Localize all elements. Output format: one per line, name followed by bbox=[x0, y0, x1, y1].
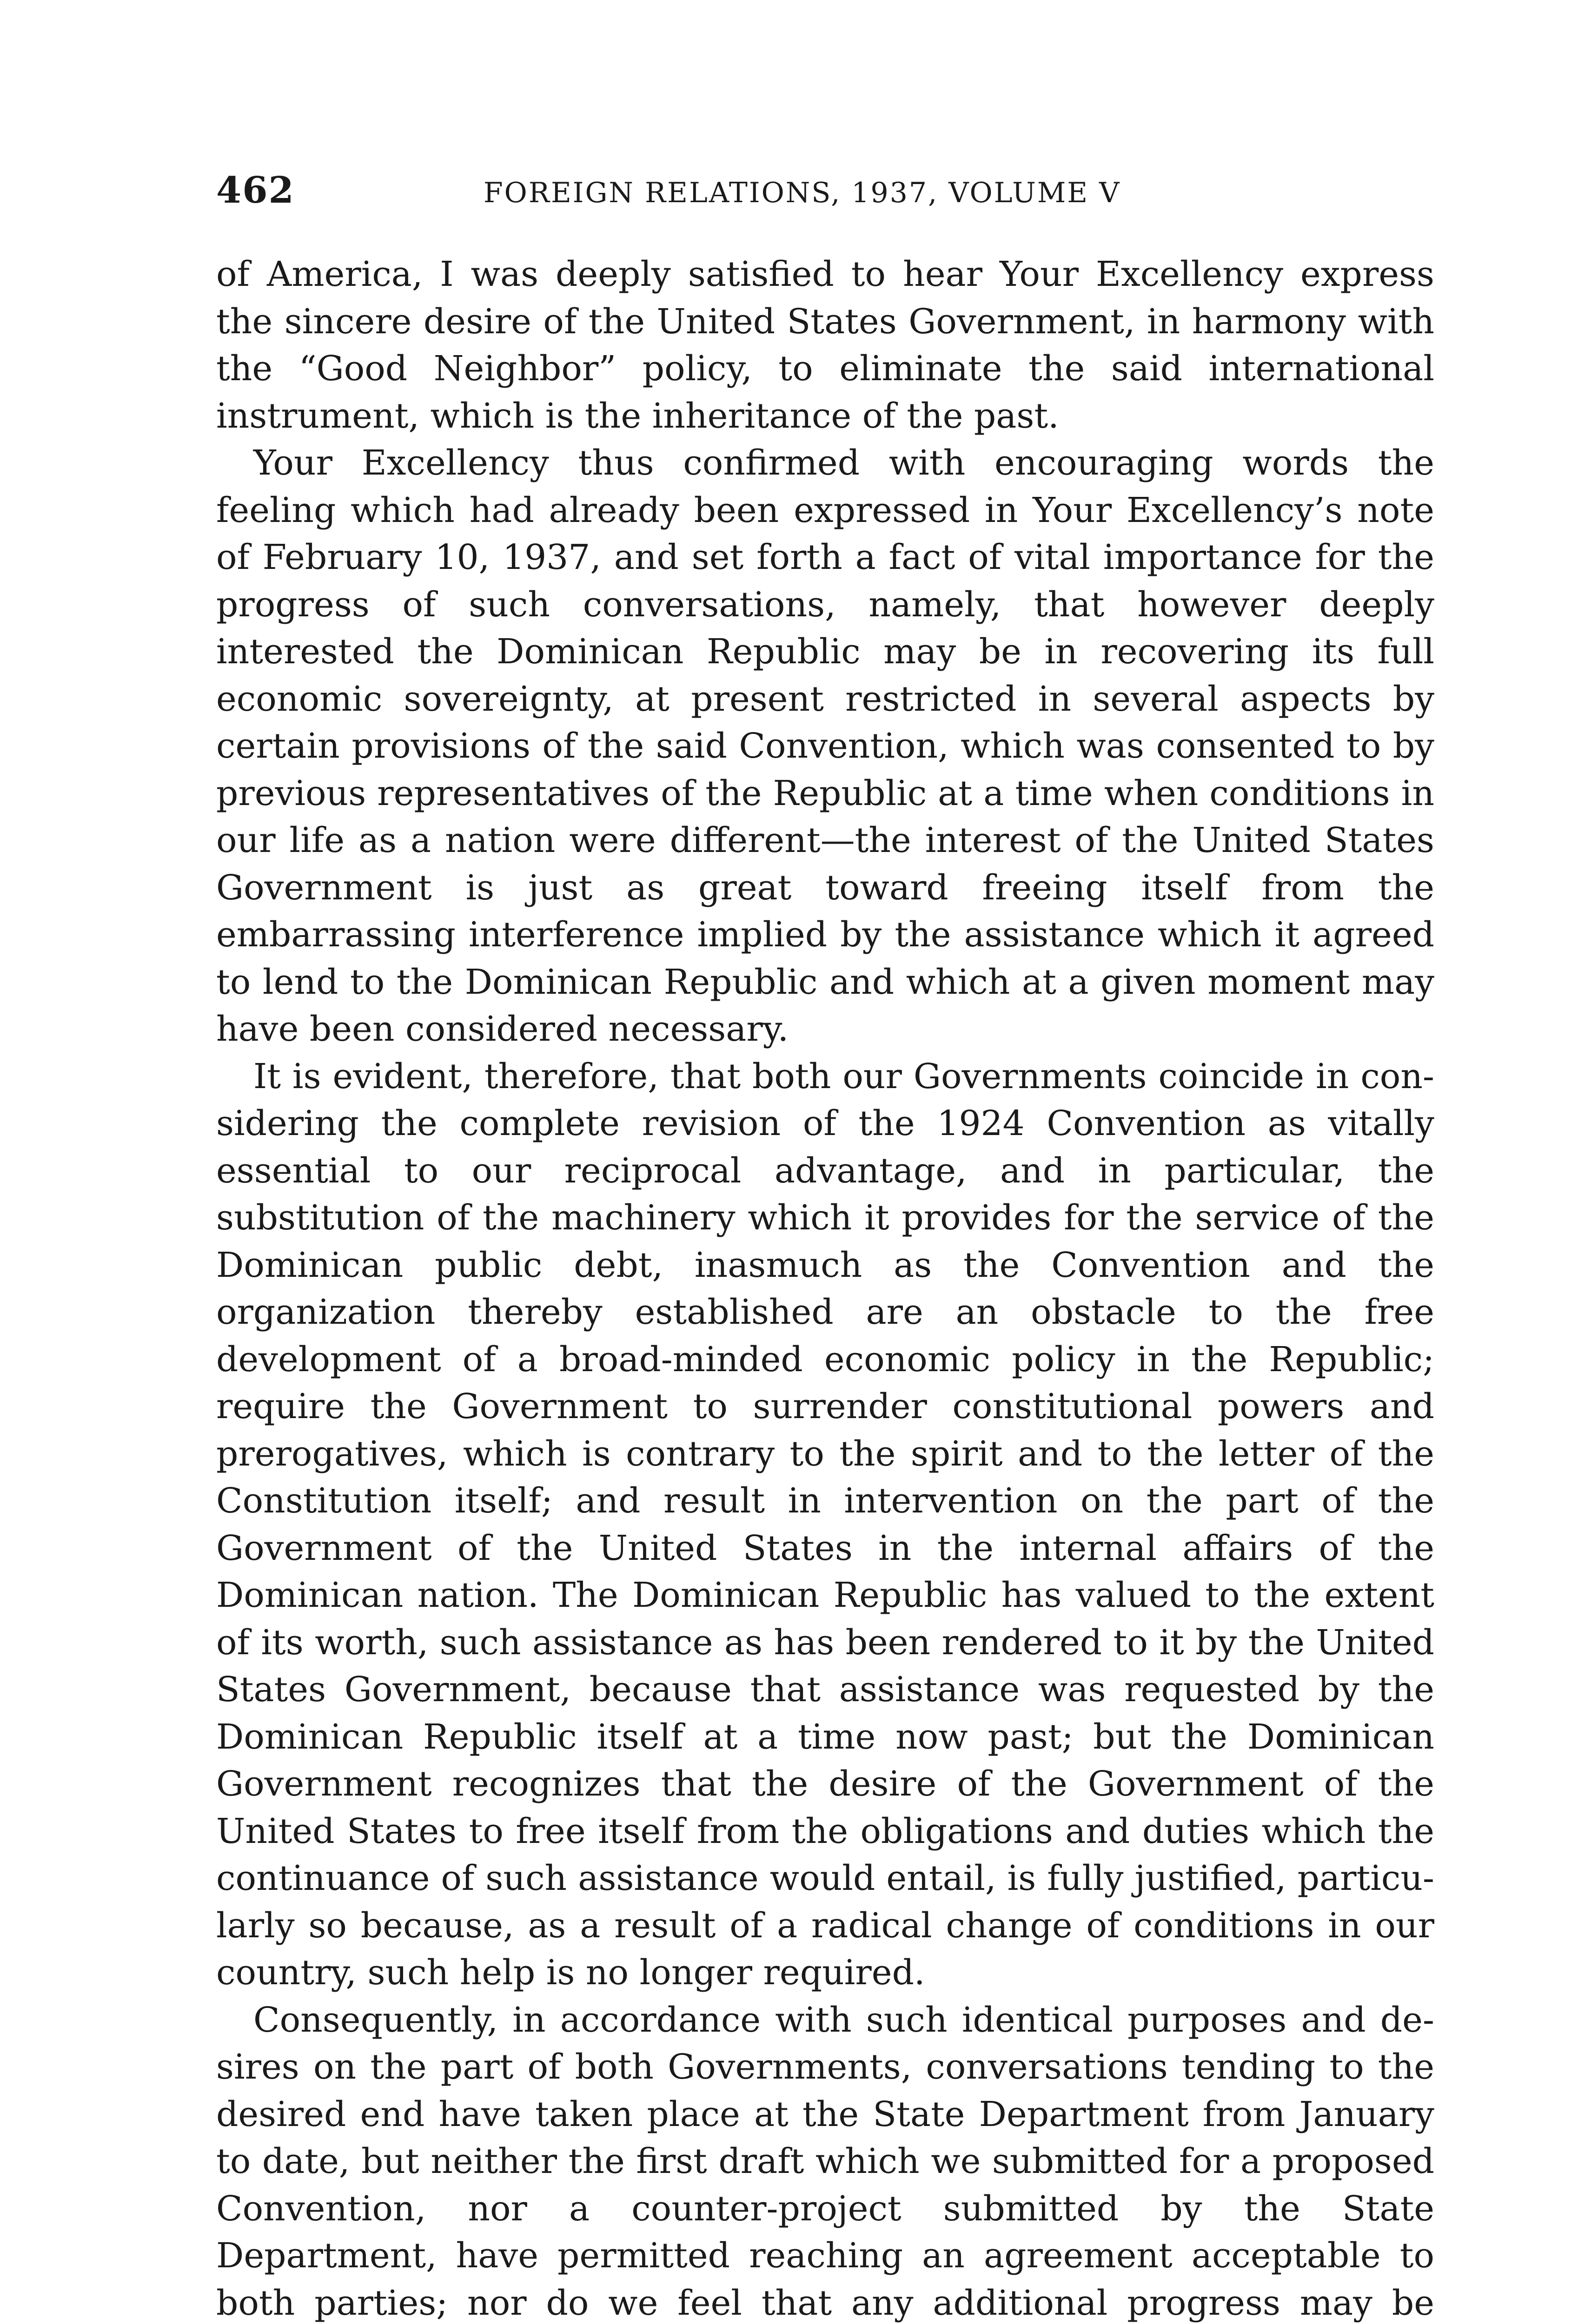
running-head bbox=[216, 167, 1434, 223]
paragraph: Consequently, in accordance with such identical purposes and desires on the part of both Governments, conversations tending to the desired end have taken place at the State Department from January to date, but neither the first draft which we submitted for a proposed Convention, nor a counter-project submitted by the State Department, have permitted reaching an agreement acceptable to both parties; nor do we feel that any additional progress may be bbox=[216, 2000, 1434, 2323]
running-title: FOREIGN RELATIONS, 1937, VOLUME V bbox=[484, 177, 1121, 209]
document-page bbox=[216, 167, 1434, 2324]
paragraph: It is evident, therefore, that both our Governments coincide in considering the complete revision of the 1924 Convention as vitally essential to our reciprocal advantage, and in particular, the substitution of the machinery which it provides for the service of the Dominican public debt, inasmuch as the Convention and the organization thereby established are an obstacle to the free development of a broad-minded economic policy in the Republic; require the Government to surrender constitutional powers and prerogatives, which is contrary to the spirit and to the letter of the Constitution itself; and result in intervention on the part of the Government of the United States in the internal affairs of the Dominican nation. The Dominican Republic has valued to the extent of its worth, such assistance as has been rendered to it by the United States Government, because that assistance was requested by the Dominican Republic itself at a time now past; but the Dominican Government recognizes that the desire of the Government of the United States to free itself from the obligations and duties which the continuance of such assistance would entail, is fully justified, particularly so because, as a result of a radical change of conditions in our country, such help is no longer required. bbox=[216, 1056, 1434, 1993]
page-number: 462 bbox=[216, 169, 295, 211]
paragraph-continuation: of America, I was deeply satisfied to hear Your Excellency express the sincere desire of the United States Government, in harmony with the “Good Neighbor” policy, to eliminate the said international instrument, which is the inheritance of the past. bbox=[216, 254, 1434, 436]
paragraph: Your Excellency thus confirmed with encouraging words the feeling which had already been expressed in Your Excellency’s note of February 10, 1937, and set forth a fact of vital importance for the progress of such conversations, namely, that however deeply interested the Dominican Republic may be in recovering its full economic sovereignty, at present restricted in several aspects by certain provisions of the said Convention, which was consented to by previous representatives of the Republic at a time when conditions in our life as a nation were different—the interest of the United States Government is just as great toward freeing itself from the embarrassing interference implied by the assistance which it agreed to lend to the Dominican Republic and which at a given moment may have been considered necessary. bbox=[216, 443, 1434, 1049]
body-text bbox=[216, 251, 1434, 2324]
